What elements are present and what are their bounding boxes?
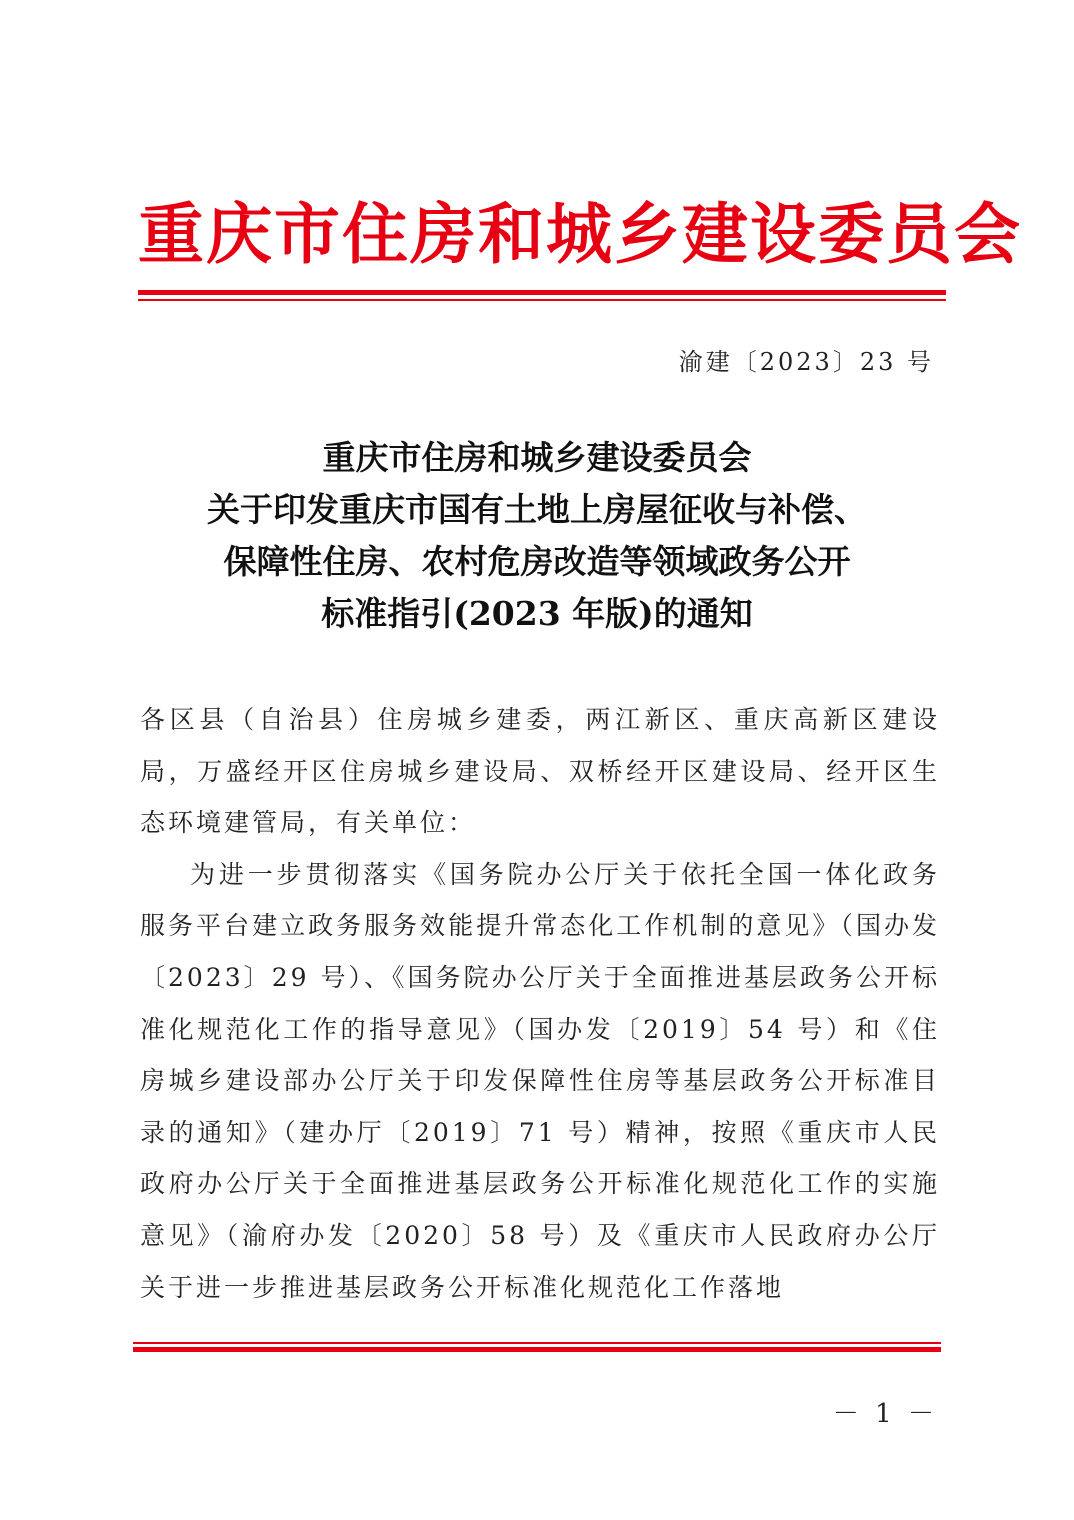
issuer-masthead: 重庆市住房和城乡建设委员会 xyxy=(138,195,1022,273)
addressee-paragraph: 各区县（自治县）住房城乡建委，两江新区、重庆高新区建设局，万盛经开区住房城乡建设局、双桥经开区建设局、经开区生态环境建管局，有关单位： xyxy=(140,705,940,838)
title-line: 保障性住房、农村危房改造等领域政务公开 xyxy=(223,542,851,581)
footer-red-rule-thin xyxy=(133,1342,941,1344)
document-title xyxy=(100,432,974,640)
footer-red-rule xyxy=(133,1347,941,1352)
title-line: 关于印发重庆市国有土地上房屋征收与补偿、 xyxy=(207,490,867,529)
masthead-red-rule xyxy=(138,290,946,295)
document-number: 渝建〔2023〕23 号 xyxy=(678,348,934,376)
masthead-red-rule-thin xyxy=(138,299,946,301)
document-body xyxy=(140,694,940,1313)
title-line: 重庆市住房和城乡建设委员会 xyxy=(322,438,752,477)
page-number: － 1 － xyxy=(832,1399,938,1429)
title-line: 标准指引(2023 年版)的通知 xyxy=(321,594,753,633)
body-paragraph: 为进一步贯彻落实《国务院办公厅关于依托全国一体化政务服务平台建立政务服务效能提升常态化工作机制的意见》（国办发〔2023〕29 号）、《国务院办公厅关于全面推进基层政务公开标准化规范化工作的指导意见》（国办发〔2019〕54 号）和《住房城乡建设部办公厅关于印发保障性住房等基层政务公开标准目录的通知》（建办厅〔2019〕71 号）精神，按照《重庆市人民政府办公厅关于全面推进基层政务公开标准化规范化工作的实施意见》（渝府办发〔2020〕58 号）及《重庆市人民政府办公厅关于进一步推进基层政务公开标准化规范化工作落地 xyxy=(140,859,940,1302)
